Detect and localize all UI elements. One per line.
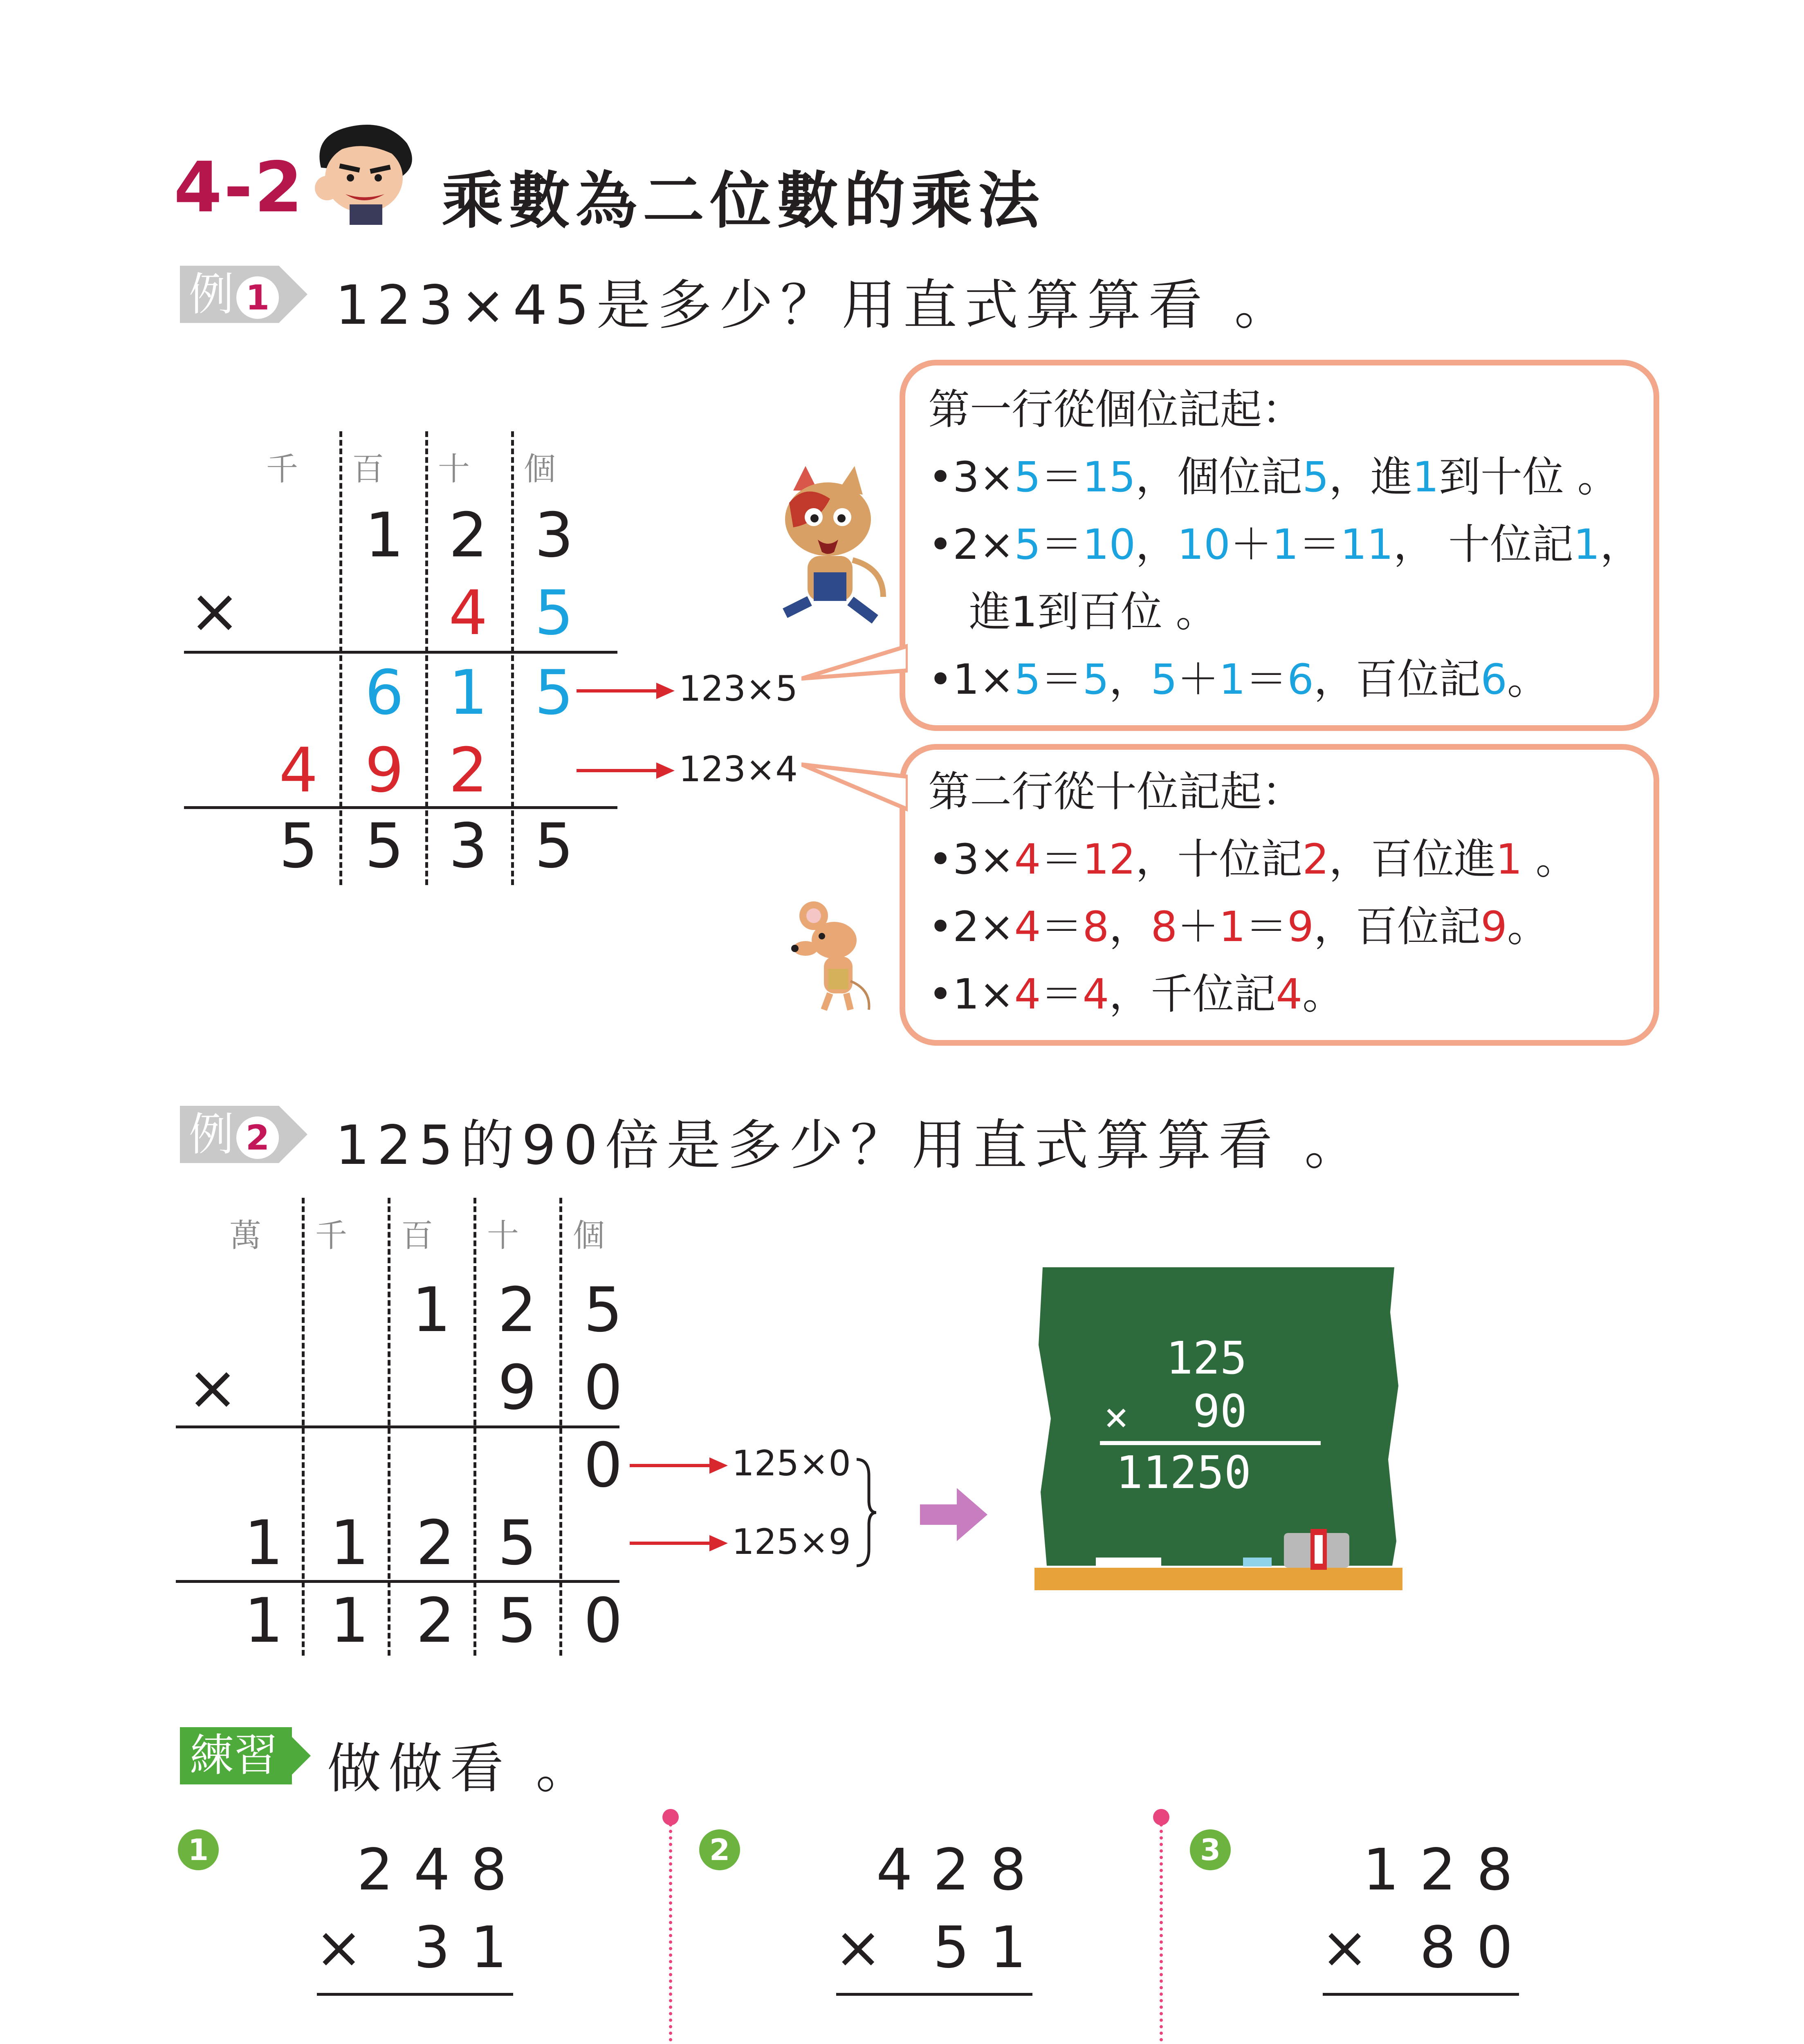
- digit: 3: [449, 811, 488, 882]
- problem-number: 2: [699, 1829, 740, 1870]
- blackboard-image: [1034, 1263, 1402, 1598]
- board-line3: 11250: [1115, 1446, 1251, 1499]
- times-sign: ×: [187, 1352, 238, 1423]
- problem-top: 428: [876, 1837, 1047, 1903]
- example2-question: 125的90倍是多少？用直式算算看 。: [335, 1114, 1366, 1177]
- practice-instruction: 做做看 。: [327, 1737, 597, 1800]
- section-number: 4-2: [174, 147, 305, 228]
- bubble2-text: [928, 758, 1577, 1028]
- practice-tag-arrow-icon: [282, 1727, 311, 1784]
- boy-thinking-icon: [305, 119, 423, 225]
- col-head-ones: 個: [523, 451, 556, 488]
- bubble2-line: •2×4＝8，8＋1＝9，百位記9。: [928, 903, 1549, 951]
- digit: 1: [244, 1508, 283, 1579]
- digit: 1: [330, 1585, 369, 1656]
- cat-icon: [769, 466, 891, 630]
- col-head-tens: 十: [487, 1217, 519, 1254]
- bubble2-line: •3×4＝12，十位記2，百位進1 。: [928, 835, 1577, 884]
- digit: 2: [449, 735, 488, 806]
- arrow-right-icon: [577, 679, 675, 703]
- digit: 2: [498, 1275, 537, 1346]
- underline: [176, 1580, 619, 1583]
- arrow-right-icon: [630, 1531, 728, 1555]
- example2-tag-number: 2: [236, 1116, 279, 1159]
- practice-tag: 練習: [180, 1727, 292, 1784]
- col-head-ten-thousands: 萬: [229, 1217, 261, 1254]
- bubble1-line: •2×5＝10，10＋1＝11， 十位記1，: [928, 520, 1642, 569]
- section-title: 乘數為二位數的乘法: [442, 166, 1046, 237]
- col-head-tens: 十: [438, 451, 470, 488]
- digit: 5: [498, 1585, 537, 1656]
- problem-underline: [836, 1993, 1032, 1996]
- problem-underline: [1323, 1993, 1519, 1996]
- col-head-ones: 個: [572, 1217, 605, 1254]
- bubble1-line: •1×5＝5，5＋1＝6，百位記6。: [928, 655, 1549, 704]
- divider-dot: [1153, 1809, 1169, 1825]
- digit: 5: [365, 811, 404, 882]
- digit: 9: [498, 1352, 537, 1423]
- divider-dot: [662, 1809, 679, 1825]
- bubble1-line: 進1到百位 。: [969, 588, 1218, 637]
- problem-bottom: 51: [933, 1914, 1047, 1981]
- digit: 5: [583, 1275, 623, 1346]
- label-123x5: 123×5: [679, 668, 798, 709]
- bubble1-heading: 第一行從個位記起：: [928, 385, 1304, 434]
- problem-bottom: 31: [413, 1914, 527, 1981]
- col-head-thousands: 千: [266, 451, 298, 488]
- digit: 1: [365, 500, 404, 571]
- example1-tag: [180, 266, 279, 323]
- digit: 9: [365, 735, 404, 806]
- arrow-right-icon: [577, 758, 675, 783]
- mouse-icon: [789, 899, 875, 1014]
- digit: 2: [416, 1585, 455, 1656]
- digit: 6: [365, 657, 404, 728]
- digit: 5: [534, 578, 574, 649]
- board-line2: 90: [1193, 1385, 1247, 1437]
- times-sign: ×: [315, 1914, 384, 1981]
- problem-top: 128: [1362, 1837, 1533, 1903]
- example1-tag-number: 1: [236, 276, 279, 319]
- digit: 1: [412, 1275, 451, 1346]
- problem-bottom: 80: [1419, 1914, 1533, 1981]
- example1-tag-arrow-icon: [279, 266, 307, 323]
- col-head-hundreds: 百: [352, 451, 384, 488]
- label-125x9: 125×9: [732, 1522, 851, 1562]
- label-125x0: 125×0: [732, 1443, 851, 1484]
- board-line1: 125: [1166, 1332, 1247, 1384]
- digit: 2: [416, 1508, 455, 1579]
- digit: 2: [449, 500, 488, 571]
- problem-number: 1: [178, 1829, 219, 1870]
- digit: 5: [279, 811, 318, 882]
- example1-question: 123×45是多少？用直式算算看 。: [335, 274, 1296, 337]
- times-sign: ×: [1321, 1914, 1389, 1981]
- underline: [176, 1425, 619, 1428]
- digit: 0: [583, 1585, 623, 1656]
- digit: 4: [449, 578, 488, 649]
- divider-line: [669, 1823, 672, 2044]
- digit: 5: [534, 657, 574, 728]
- bubble2-heading: 第二行從十位記起：: [928, 768, 1304, 816]
- col-head-hundreds: 百: [401, 1217, 433, 1254]
- digit: 5: [498, 1508, 537, 1579]
- example2-tag-label: 例: [189, 1108, 234, 1161]
- arrow-right-icon: [920, 1488, 990, 1541]
- digit: 5: [534, 811, 574, 882]
- bubble2-line: •1×4＝4，千位記4。: [928, 970, 1344, 1019]
- problem-top: 248: [357, 1837, 527, 1903]
- digit: 1: [330, 1508, 369, 1579]
- digit: 0: [583, 1430, 623, 1501]
- times-sign: ×: [189, 576, 240, 647]
- underline: [184, 806, 617, 809]
- example1-tag-label: 例: [189, 268, 234, 320]
- brace-icon: [853, 1455, 877, 1570]
- digit: 3: [534, 500, 574, 571]
- underline: [184, 651, 617, 654]
- bubble-pointer: [801, 760, 908, 818]
- arrow-right-icon: [630, 1453, 728, 1478]
- bubble1-text: [928, 376, 1642, 713]
- digit: 4: [279, 735, 318, 806]
- bubble-pointer: [801, 638, 908, 687]
- digit: 0: [583, 1352, 623, 1423]
- col-head-thousands: 千: [315, 1217, 347, 1254]
- problem-number: 3: [1190, 1829, 1231, 1870]
- digit: 1: [244, 1585, 283, 1656]
- example2-tag-arrow-icon: [279, 1106, 307, 1163]
- digit: 1: [449, 657, 488, 728]
- example2-tag: [180, 1106, 279, 1163]
- label-123x4: 123×4: [679, 749, 798, 790]
- grid-line: [339, 431, 342, 885]
- times-sign: ×: [834, 1914, 903, 1981]
- problem-underline: [317, 1993, 513, 1996]
- bubble1-line: •3×5＝15，個位記5，進1到十位 。: [928, 453, 1619, 502]
- divider-line: [1160, 1823, 1163, 2044]
- board-times: ×: [1104, 1393, 1129, 1441]
